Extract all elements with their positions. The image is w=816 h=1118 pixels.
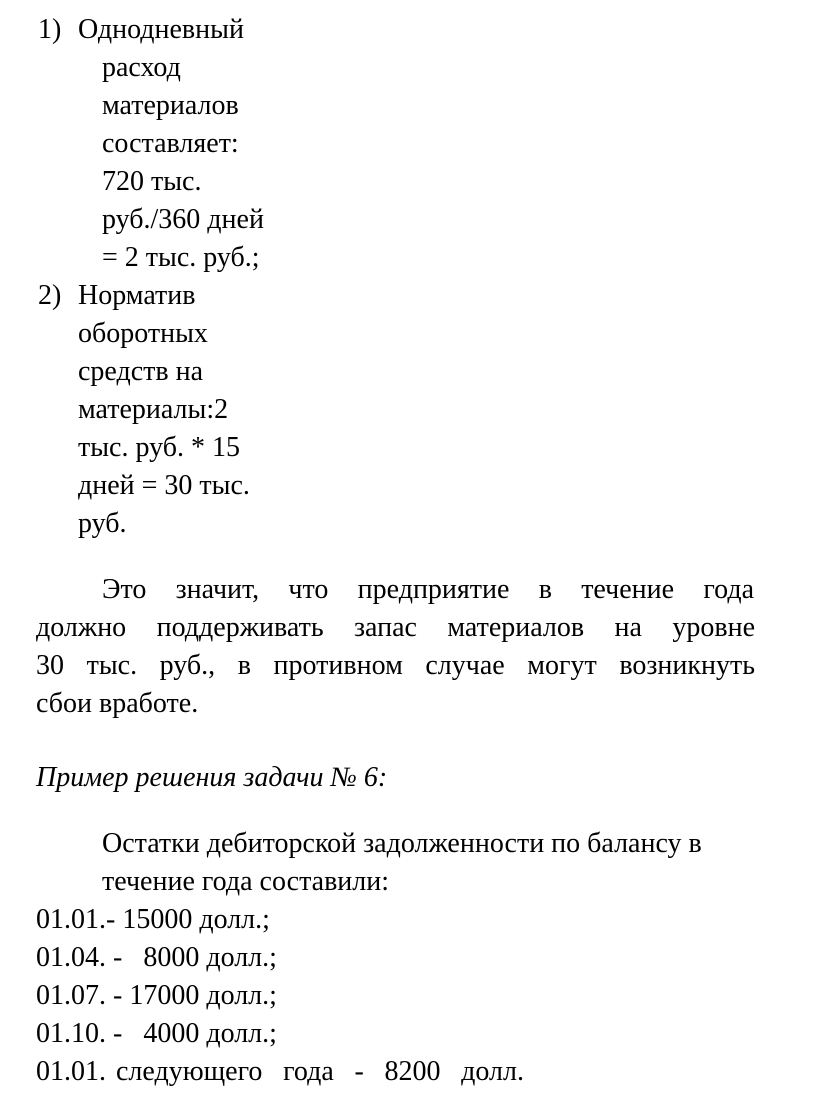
item2-line-7: руб. — [78, 508, 127, 539]
item1-line-2: расход — [102, 52, 181, 83]
item2-line-3: средств на — [78, 356, 204, 387]
item2-line-2: оборотных — [78, 318, 208, 349]
balance-line-2: 01.04. - 8000 долл.; — [36, 942, 277, 973]
item1-line-6: руб./360 дней — [102, 204, 264, 235]
item1-line-4: составляет: — [102, 128, 239, 159]
balance-line-1: 01.01.- 15000 долл.; — [36, 904, 270, 935]
item1-line-1: Однодневный — [78, 14, 244, 45]
conclusion-line-1: Это значит, что предприятие в течение года — [102, 574, 754, 605]
task-intro-line-2: течение года составили: — [102, 866, 390, 897]
task-intro-line-1: Остатки дебиторской задолженности по балансу в — [102, 828, 702, 859]
item2-line-5: тыс. руб. * 15 — [78, 432, 240, 463]
item1-line-3: материалов — [102, 90, 239, 121]
conclusion-line-2: должно поддерживать запас материалов на уровне — [36, 612, 755, 643]
balance-line-3: 01.07. - 17000 долл.; — [36, 980, 277, 1011]
list-marker-2: 2) — [38, 280, 62, 311]
balance-line-5-date: 01.01. — [36, 1056, 106, 1087]
item1-line-5: 720 тыс. — [102, 166, 202, 197]
item2-line-4: материалы:2 — [78, 394, 229, 425]
example-heading: Пример решения задачи № 6: — [36, 762, 388, 793]
balance-line-5-text: следующего года - 8200 долл. — [116, 1056, 524, 1087]
conclusion-line-3: 30 тыс. руб., в противном случае могут возникнуть — [36, 650, 755, 681]
balance-line-4: 01.10. - 4000 долл.; — [36, 1018, 277, 1049]
item2-line-6: дней = 30 тыс. — [78, 470, 250, 501]
conclusion-line-4: сбои вработе. — [36, 688, 199, 719]
list-marker-1: 1) — [38, 14, 62, 45]
item1-line-7: = 2 тыс. руб.; — [102, 242, 260, 273]
item2-line-1: Норматив — [78, 280, 196, 311]
